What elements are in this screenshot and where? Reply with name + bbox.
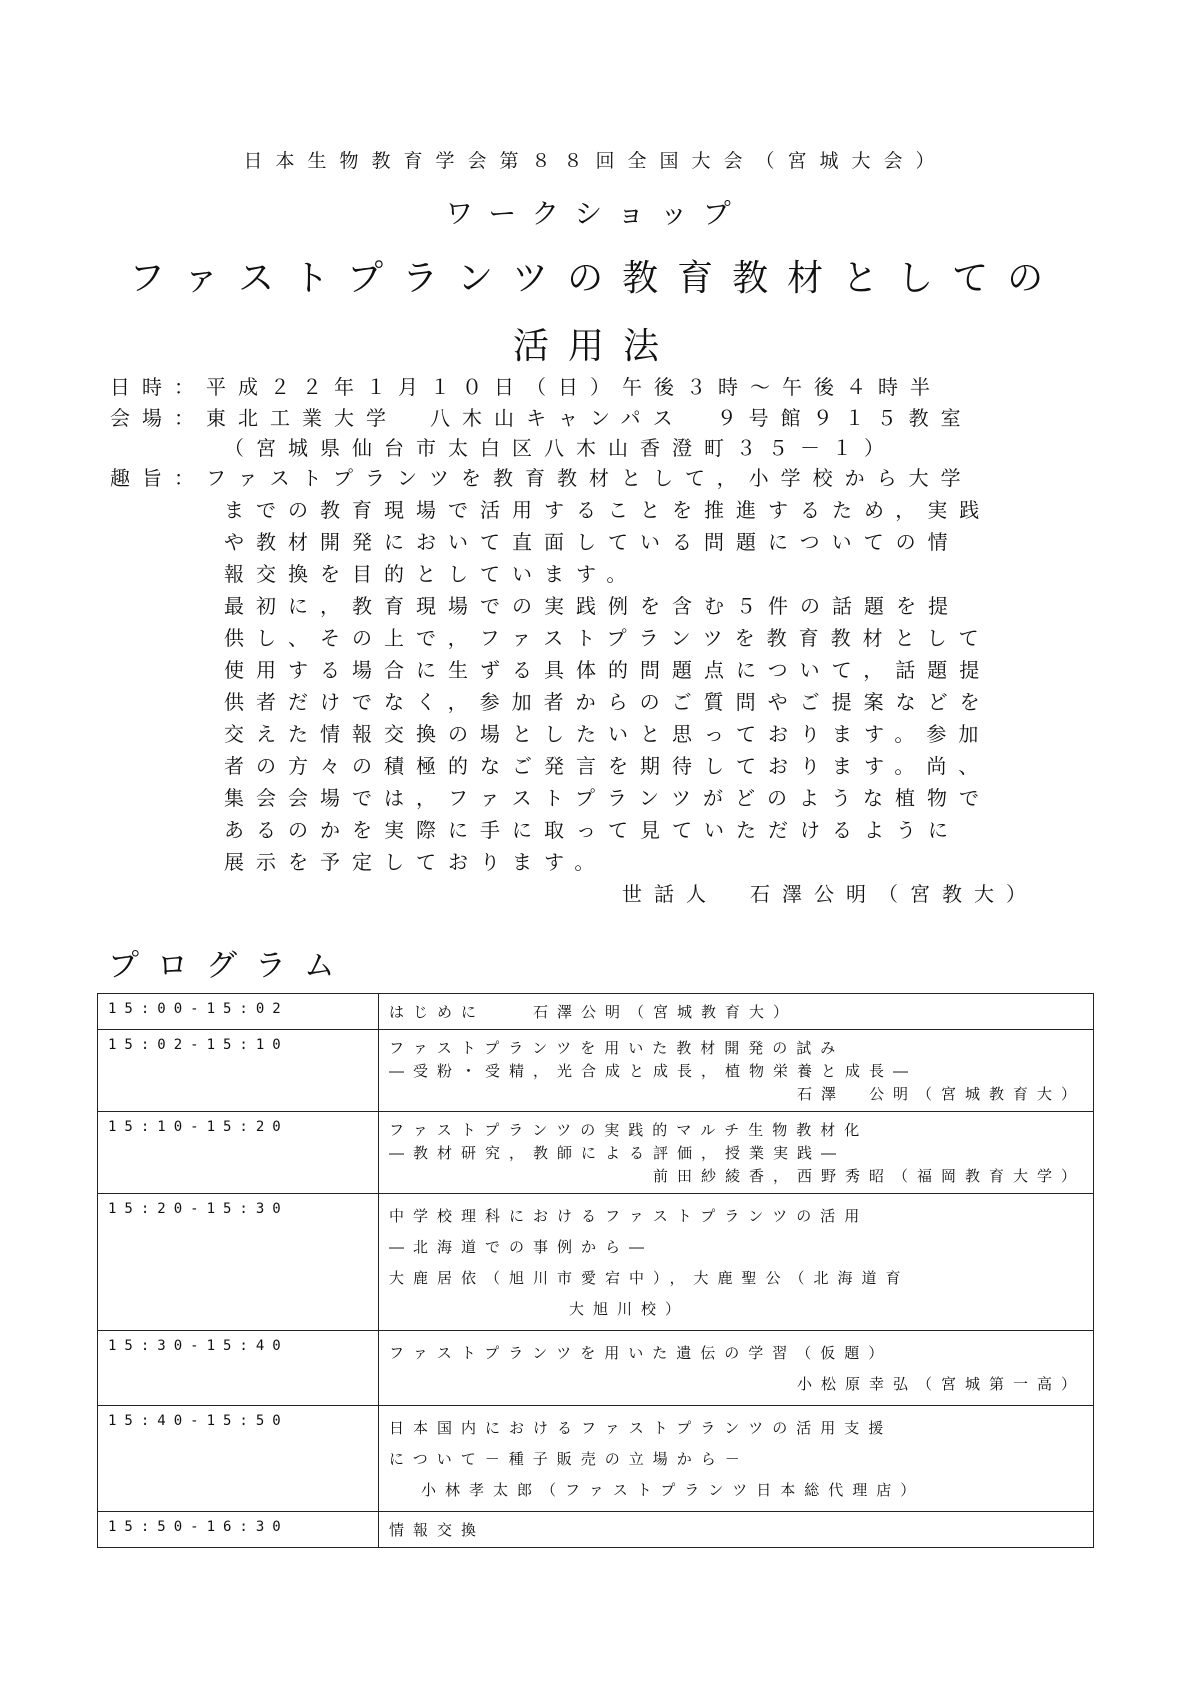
time-cell: 15:30-15:40	[98, 1331, 379, 1406]
session-cell	[379, 1331, 1094, 1406]
session-line: ファストプランツを用いた教材開発の試み	[389, 1039, 845, 1057]
session-line: ―受粉・受精，光合成と成長，植物栄養と成長―	[389, 1062, 918, 1080]
purpose-line: 使用する場合に生ずる具体的問題点について，話題提	[224, 658, 992, 682]
table-row	[98, 1030, 1094, 1112]
time-cell: 15:10-15:20	[98, 1112, 379, 1194]
session-line: ファストプランツの実践的マルチ生物教材化	[389, 1121, 869, 1139]
session-line: ファストプランツを用いた遺伝の学習（仮題）	[389, 1344, 893, 1362]
purpose-line: 供し、その上で，ファストプランツを教育教材として	[224, 626, 991, 650]
time-cell: 15:20-15:30	[98, 1194, 379, 1331]
page-title-line2: 活用法	[512, 326, 678, 367]
table-row	[98, 1406, 1094, 1512]
session-line: について－種子販売の立場から－	[389, 1450, 749, 1468]
purpose-line: 展示を予定しております。	[224, 850, 607, 874]
purpose-line: や教材開発において直面している問題についての情	[224, 530, 960, 554]
session-cell	[379, 1512, 1094, 1548]
venue-address-line: （宮城県仙台市太白区八木山香澄町３５－１）	[224, 436, 896, 460]
purpose-line: 者の方々の積極的なご発言を期待しております。尚、	[224, 754, 991, 778]
session-line: ―教材研究，教師による評価，授業実践―	[389, 1144, 846, 1162]
table-row	[98, 1512, 1094, 1548]
purpose-line: までの教育現場で活用することを推進するため，実践	[224, 498, 992, 522]
purpose-line: 供者だけでなく，参加者からのご質問やご提案などを	[224, 690, 992, 714]
purpose-line: 報交換を目的としています。	[224, 562, 639, 586]
session-presenter: 大鹿居依（旭川市愛宕中），大鹿聖公（北海道育	[389, 1269, 910, 1287]
session-line: 情報交換	[389, 1521, 486, 1539]
time-cell: 15:40-15:50	[98, 1406, 379, 1512]
session-cell	[379, 1112, 1094, 1194]
organizer-line: 世話人 石澤公明（宮教大）	[622, 882, 1038, 906]
workshop-label: ワークショップ	[445, 197, 746, 230]
page-title: ファストプランツの教育教材としての	[128, 258, 1063, 299]
time-cell: 15:00-15:02	[98, 994, 379, 1030]
table-row	[98, 994, 1094, 1030]
session-cell	[379, 1030, 1094, 1112]
time-cell: 15:02-15:10	[98, 1030, 379, 1112]
datetime-line: 日時：平成２２年１月１０日（日）午後３時～午後４時半	[110, 375, 942, 399]
session-presenter: 小松原幸弘（宮城第一高）	[796, 1375, 1085, 1393]
purpose-line: 交えた情報交換の場としたいと思っております。参加	[224, 722, 991, 746]
conference-name: 日本生物教育学会第８８回全国大会（宮城大会）	[243, 150, 948, 172]
session-cell	[379, 1194, 1094, 1331]
session-line: 日本国内におけるファストプランツの活用支援	[389, 1419, 893, 1437]
session-presenter: 石澤 公明（宮城教育大）	[796, 1085, 1085, 1103]
session-line: はじめに 石澤公明（宮城教育大）	[389, 1003, 798, 1021]
table-row	[98, 1112, 1094, 1194]
purpose-line: あるのかを実際に手に取って見ていただけるように	[224, 818, 960, 842]
table-row	[98, 1194, 1094, 1331]
program-table	[97, 993, 1094, 1548]
session-cell	[379, 994, 1094, 1030]
purpose-line: 趣旨：ファストプランツを教育教材として，小学校から大学	[110, 466, 973, 490]
session-presenter: 前田紗綾香，西野秀昭（福岡教育大学）	[652, 1167, 1085, 1185]
session-presenter: 小林孝太郎（ファストプランツ日本総代理店）	[421, 1481, 925, 1499]
purpose-line: 集会会場では，ファストプランツがどのような植物で	[224, 786, 991, 810]
session-line: ―北海道での事例から―	[389, 1238, 654, 1256]
session-line: 中学校理科におけるファストプランツの活用	[389, 1207, 869, 1225]
venue-line: 会場：東北工業大学 八木山キャンパス ９号館９１５教室	[110, 406, 973, 430]
session-cell	[379, 1406, 1094, 1512]
table-row	[98, 1331, 1094, 1406]
time-cell: 15:50-16:30	[98, 1512, 379, 1548]
purpose-line: 最初に，教育現場での実践例を含む５件の話題を提	[224, 594, 960, 618]
session-presenter: 大旭川校）	[569, 1300, 690, 1318]
program-heading: プログラム	[108, 948, 353, 984]
